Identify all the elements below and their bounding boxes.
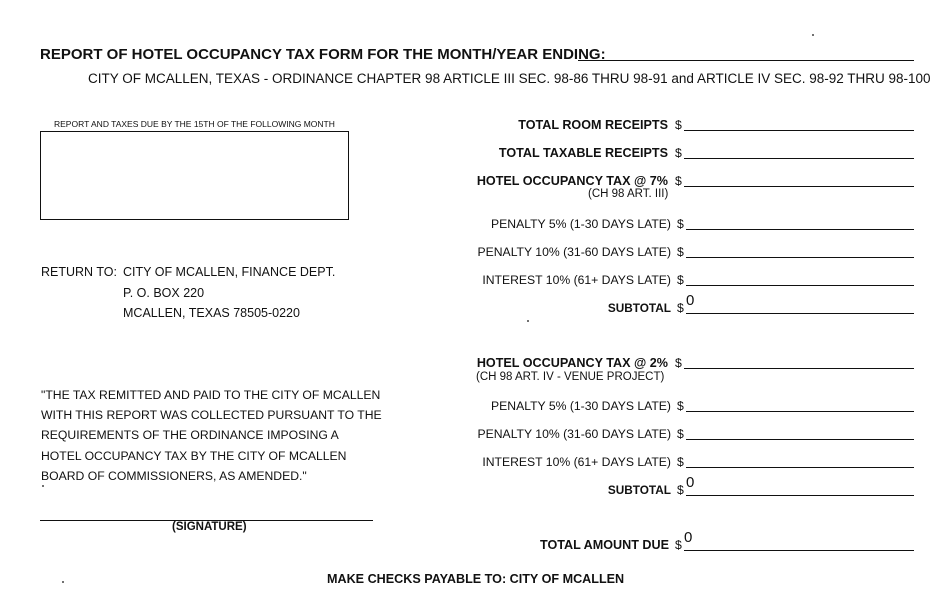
hotel-tax-2-input[interactable] [684,368,914,369]
address-line-1: CITY OF MCALLEN, FINANCE DEPT. [123,265,336,279]
month-year-field[interactable] [578,60,914,61]
dollar-sign: $ [677,455,684,469]
address-line-3: MCALLEN, TEXAS 78505-0220 [123,306,300,320]
subtotal-7-input[interactable] [686,313,914,314]
subtotal-2-input[interactable] [686,495,914,496]
statement-line: BOARD OF COMMISSIONERS, AS AMENDED." [41,468,307,483]
penalty-5-input-2[interactable] [686,411,914,412]
scan-speck [42,485,44,487]
certification-statement [41,385,382,486]
field-label-interest-10: INTEREST 10% (61+ DAYS LATE) [482,273,671,287]
total-amount-due-input[interactable] [684,550,914,551]
interest-10-input-2[interactable] [686,467,914,468]
statement-line: "THE TAX REMITTED AND PAID TO THE CITY OF MCALLEN [41,388,381,402]
dollar-sign: $ [675,146,682,160]
total-room-receipts-input[interactable] [684,130,914,131]
subtotal-7-value: 0 [686,292,695,309]
field-label-hotel-tax-2: HOTEL OCCUPANCY TAX @ 2% [476,356,668,370]
dollar-sign: $ [677,217,684,231]
dollar-sign: $ [677,483,684,497]
return-to-label: RETURN TO: [41,265,117,279]
total-amount-due-value: 0 [684,529,693,546]
field-label-interest-10: INTEREST 10% (61+ DAYS LATE) [482,455,671,469]
dollar-sign: $ [675,356,682,370]
business-info-box[interactable] [40,131,349,220]
field-sublabel-ch98-art3: (CH 98 ART. III) [588,188,669,200]
address-line-2: P. O. BOX 220 [123,286,205,300]
subtotal-2-value: 0 [686,474,695,491]
due-date-note: REPORT AND TAXES DUE BY THE 15TH OF THE FOLLOWING MONTH [54,119,335,129]
total-taxable-receipts-input[interactable] [684,158,914,159]
dollar-sign: $ [675,118,682,132]
scan-speck [812,34,814,36]
field-label-penalty-5: PENALTY 5% (1-30 DAYS LATE) [491,399,671,413]
dollar-sign: $ [675,538,682,552]
scan-speck [527,320,529,322]
field-label-subtotal: SUBTOTAL [607,483,671,497]
field-label-total-amount-due: TOTAL AMOUNT DUE [540,538,669,552]
dollar-sign: $ [675,174,682,188]
interest-10-input[interactable] [686,285,914,286]
dollar-sign: $ [677,273,684,287]
dollar-sign: $ [677,245,684,259]
dollar-sign: $ [677,301,684,315]
hotel-tax-7-input[interactable] [684,186,914,187]
field-label-hotel-tax-7: HOTEL OCCUPANCY TAX @ 7% [476,174,668,188]
penalty-5-input[interactable] [686,229,914,230]
form-title: REPORT OF HOTEL OCCUPANCY TAX FORM FOR THE MONTH/YEAR ENDING: [40,46,606,63]
field-label-subtotal: SUBTOTAL [607,301,671,315]
signature-label: (SIGNATURE) [172,521,247,533]
dollar-sign: $ [677,399,684,413]
statement-line: REQUIREMENTS OF THE ORDINANCE IMPOSING A [41,428,339,443]
penalty-10-input-2[interactable] [686,439,914,440]
field-label-total-taxable-receipts: TOTAL TAXABLE RECEIPTS [498,146,668,160]
field-label-penalty-5: PENALTY 5% (1-30 DAYS LATE) [491,217,671,231]
field-sublabel-ch98-art4: (CH 98 ART. IV - VENUE PROJECT) [476,371,665,383]
penalty-10-input[interactable] [686,257,914,258]
statement-line: HOTEL OCCUPANCY TAX BY THE CITY OF MCALLEN [41,448,347,463]
scan-speck [62,581,64,583]
payable-note: MAKE CHECKS PAYABLE TO: CITY OF MCALLEN [327,572,625,586]
ordinance-subtitle: CITY OF MCALLEN, TEXAS - ORDINANCE CHAPTER 98 ARTICLE III SEC. 98-86 THRU 98-91 and ARTICLE IV SEC. 98-92 THRU 98-100 [88,71,931,86]
field-label-penalty-10: PENALTY 10% (31-60 DAYS LATE) [477,427,671,441]
field-label-total-room-receipts: TOTAL ROOM RECEIPTS [518,118,668,132]
statement-line: WITH THIS REPORT WAS COLLECTED PURSUANT TO THE [41,408,382,423]
field-label-penalty-10: PENALTY 10% (31-60 DAYS LATE) [477,245,671,259]
dollar-sign: $ [677,427,684,441]
